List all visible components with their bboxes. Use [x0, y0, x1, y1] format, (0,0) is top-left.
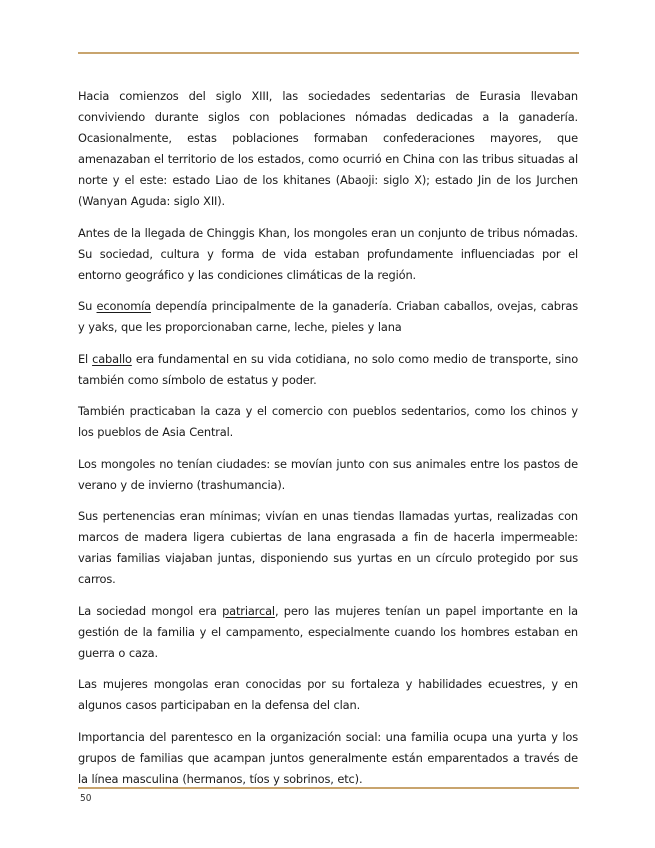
paragraph-3-end: dependía principalmente de la ganadería. Criaban caballos, ovejas, cabras y yaks, que les proporcionaban carne, leche, pieles y lana — [78, 299, 578, 334]
paragraph-8-end: , pero las mujeres tenían un papel importante en la gestión de la familia y el campamento, especialmente cuando los hombres estaban en guerra o caza. — [78, 603, 578, 660]
paragraph-10: Importancia del parentesco en la organización social: una familia ocupa una yurta y los grupos de familias que acampan juntos generalmente están emparentados a través de la línea masculina (hermanos, tíos y sobrinos, etc). — [78, 729, 578, 786]
paragraph-8-start: La sociedad mongol era — [78, 603, 223, 618]
header-rule — [78, 52, 579, 54]
paragraph-4-start: El — [78, 351, 93, 366]
paragraph-9: Las mujeres mongolas eran conocidas por su fortaleza y habilidades ecuestres, y en algunos casos participaban en la defensa del clan. — [78, 677, 578, 712]
paragraph-1: Hacia comienzos del siglo XIII, las sociedades sedentarias de Eurasia llevaban conviviendo durante siglos con poblaciones nómadas dedicadas a la ganadería. Ocasionalmente, estas poblaciones formaban confederaciones mayores, que amenazaban el territorio de los estados, como ocurrió en China con las tribus situadas al norte y el este: estado Liao de los khitanes (Abaoji: siglo X); estado Jin de los Jurchen (Wanyan Aguda: siglo XII). — [78, 89, 578, 208]
paragraph-4 — [78, 349, 578, 391]
paragraph-3 — [78, 296, 578, 338]
paragraph-8 — [78, 601, 578, 664]
paragraph-2: Antes de la llegada de Chinggis Khan, los mongoles eran un conjunto de tribus nómadas. Su sociedad, cultura y forma de vida estaban profundamente influenciadas por el entorno geográfico y las condiciones climáticas de la región. — [78, 225, 578, 282]
paragraph-6: Los mongoles no tenían ciudades: se movían junto con sus animales entre los pastos de verano y de invierno (trashumancia). — [78, 456, 578, 492]
page-number: 50 — [80, 793, 92, 804]
link-patriarcal[interactable]: patriarcal — [222, 603, 275, 618]
paragraph-3-start: Su — [78, 299, 97, 313]
paragraph-7: Sus pertenencias eran mínimas; vivían en unas tiendas llamadas yurtas, realizadas con marcos de madera ligera cubiertas de lana engrasada a fin de hacerla impermeable: varias familias viajaban juntas, disponiendo sus yurtas en un círculo protegido por sus carros. — [78, 509, 578, 586]
paragraph-5: También practicaban la caza y el comercio con pueblos sedentarios, como los chinos y los pueblos de Asia Central. — [78, 404, 578, 439]
link-caballo[interactable]: caballo — [92, 351, 132, 366]
document-body — [78, 86, 578, 800]
paragraph-4-end: era fundamental en su vida cotidiana, no solo como medio de transporte, sino también como símbolo de estatus y poder. — [78, 351, 579, 387]
link-economia[interactable]: economía — [96, 299, 151, 313]
footer-rule — [78, 787, 579, 789]
